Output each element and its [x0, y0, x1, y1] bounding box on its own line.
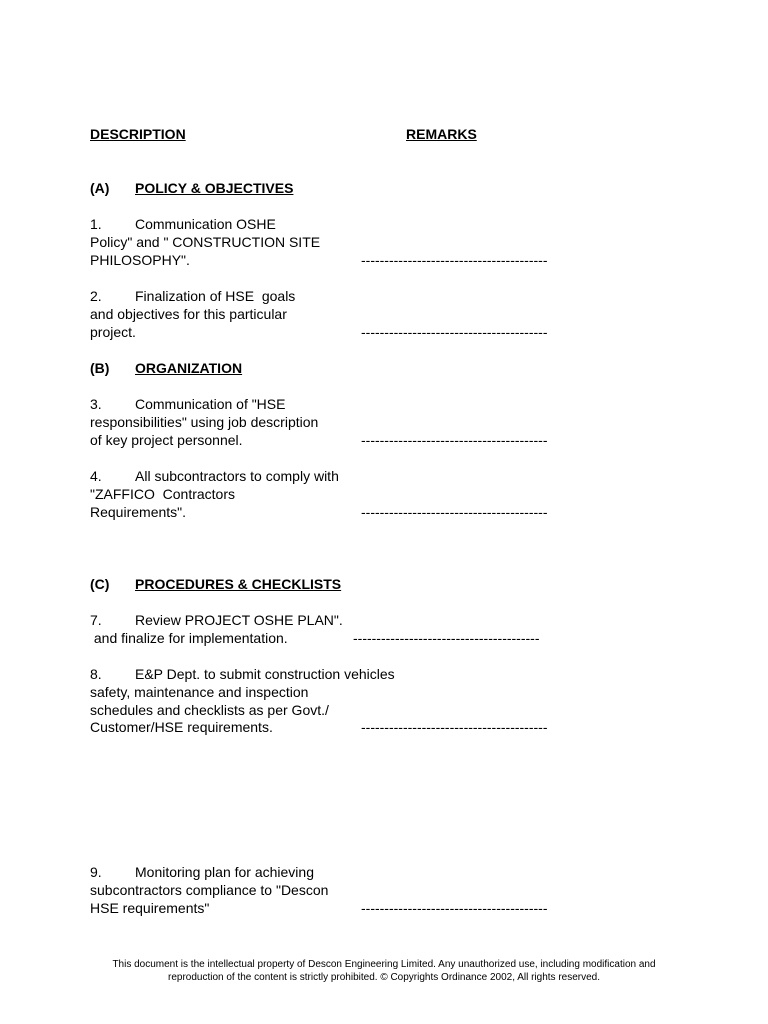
- item-7-remark-line: ----------------------------------------: [353, 630, 540, 646]
- item-2-line-1: Finalization of HSE goals: [135, 288, 296, 304]
- item-9-line-1: Monitoring plan for achieving: [135, 864, 314, 880]
- item-7-number: 7.: [90, 612, 102, 628]
- item-2-line-2: and objectives for this particular: [90, 306, 287, 322]
- item-9-remark-line: ----------------------------------------: [361, 900, 548, 916]
- item-4-line-2: "ZAFFICO Contractors: [90, 486, 235, 502]
- item-2-line-3: project.: [90, 324, 136, 340]
- item-1-number: 1.: [90, 216, 102, 232]
- item-2-remark-line: ----------------------------------------: [361, 324, 548, 340]
- item-3-number: 3.: [90, 396, 102, 412]
- item-4-line-3: Requirements".: [90, 504, 187, 520]
- section-a-label: (A): [90, 180, 110, 196]
- copyright-footer: [60, 958, 708, 984]
- item-4-line-1: All subcontractors to comply with: [135, 468, 339, 484]
- item-8-line-2: safety, maintenance and inspection: [90, 684, 309, 700]
- item-7-line-1: Review PROJECT OSHE PLAN".: [135, 612, 343, 628]
- item-1-line-2: Policy" and " CONSTRUCTION SITE: [90, 234, 321, 250]
- item-1-line-3: PHILOSOPHY".: [90, 252, 190, 268]
- section-c-label: (C): [90, 576, 110, 592]
- item-8-line-4: Customer/HSE requirements.: [90, 719, 273, 735]
- item-1-remark-line: ----------------------------------------: [361, 252, 548, 268]
- section-b-title: ORGANIZATION: [135, 360, 243, 376]
- item-4-number: 4.: [90, 468, 102, 484]
- item-4-remark-line: ----------------------------------------: [361, 504, 548, 520]
- description-header: DESCRIPTION: [90, 126, 186, 142]
- item-3-remark-line: ----------------------------------------: [361, 432, 548, 448]
- item-1-line-1: Communication OSHE: [135, 216, 276, 232]
- item-8-line-3: schedules and checklists as per Govt./: [90, 702, 329, 718]
- item-8-remark-line: ----------------------------------------: [361, 719, 548, 735]
- item-8-line-1: E&P Dept. to submit construction vehicles: [135, 666, 395, 682]
- section-c-title: PROCEDURES & CHECKLISTS: [135, 576, 342, 592]
- item-3-line-1: Communication of "HSE: [135, 396, 286, 412]
- item-9-line-3: HSE requirements": [90, 900, 210, 916]
- remarks-header: REMARKS: [406, 126, 477, 142]
- footer-line-1: This document is the intellectual property of Descon Engineering Limited. Any unauthorized use, including modification and: [112, 959, 656, 970]
- section-b-label: (B): [90, 360, 110, 376]
- item-7-line-2: and finalize for implementation.: [90, 630, 288, 646]
- item-2-number: 2.: [90, 288, 102, 304]
- item-3-line-3: of key project personnel.: [90, 432, 243, 448]
- section-a-title: POLICY & OBJECTIVES: [135, 180, 294, 196]
- footer-line-2: reproduction of the content is strictly prohibited. © Copyrights Ordinance 2002, All rights reserved.: [167, 972, 601, 983]
- item-3-line-2: responsibilities" using job description: [90, 414, 319, 430]
- item-9-number: 9.: [90, 864, 102, 880]
- item-8-number: 8.: [90, 666, 102, 682]
- item-9-line-2: subcontractors compliance to "Descon: [90, 882, 329, 898]
